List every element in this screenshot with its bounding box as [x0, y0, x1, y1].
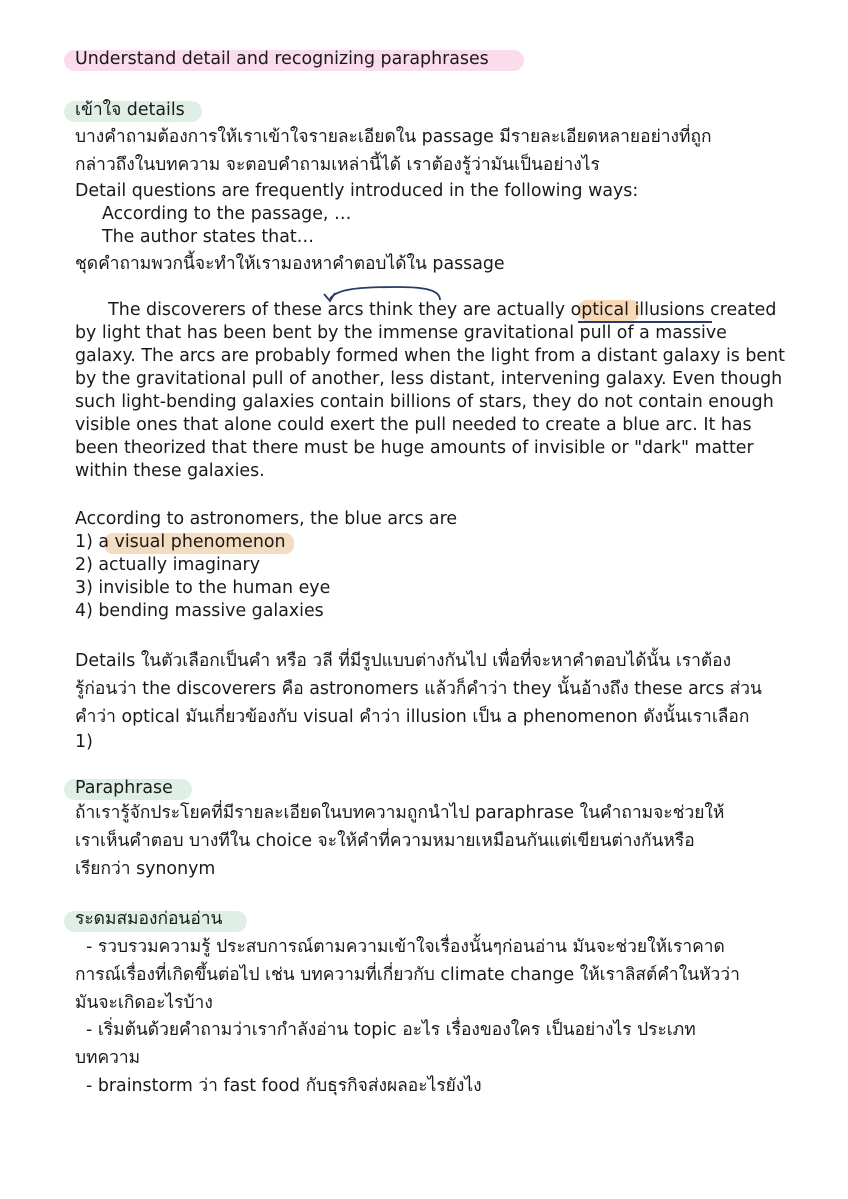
answer-option: 4) bending massive galaxies — [75, 601, 324, 621]
details-line: กล่าวถึงในบทความ จะตอบคำถามเหล่านี้ได้ เราต้องรู้ว่ามันเป็นอย่างไร — [75, 155, 600, 175]
paraphrase-line: เรียกว่า synonym — [75, 859, 216, 879]
passage-line: by the gravitational pull of another, less distant, intervening galaxy. Even though — [75, 369, 783, 389]
passage-line: by light that has been bent by the immense gravitational pull of a massive — [75, 323, 727, 343]
answer-option: 3) invisible to the human eye — [75, 578, 331, 598]
passage-line: within these galaxies. — [75, 461, 265, 481]
brainstorm-line: บทความ — [75, 1048, 141, 1068]
passage-line: such light-bending galaxies contain billions of stars, they do not contain enough — [75, 392, 774, 412]
brainstorm-line: การณ์เรื่องที่เกิดขึ้นต่อไป เช่น บทความที่เกี่ยวกับ climate change ให้เราลิสต์คำในหัวว่า — [75, 965, 740, 985]
answer-option: 2) actually imaginary — [75, 555, 260, 575]
details-example: The author states that… — [102, 227, 315, 247]
explanation-line: Details ในตัวเลือกเป็นคำ หรือ วลี ที่มีรูปแบบต่างกันไป เพื่อที่จะหาคำตอบได้นั้น เราต้อง — [75, 651, 732, 671]
page-title: Understand detail and recognizing paraphrases — [75, 49, 489, 69]
brainstorm-line: - รวบรวมความรู้ ประสบการณ์ตามความเข้าใจเรื่องนั้นๆก่อนอ่าน มันจะช่วยให้เราคาด — [75, 937, 725, 957]
brainstorm-line: มันจะเกิดอะไรบ้าง — [75, 993, 213, 1013]
brainstorm-line: - เริ่มต้นด้วยคำถามว่าเรากำลังอ่าน topic อะไร เรื่องของใคร เป็นอย่างไร ประเภท — [75, 1020, 696, 1040]
details-line: บางคำถามต้องการให้เราเข้าใจรายละเอียดใน passage มีรายละเอียดหลายอย่างที่ถูก — [75, 127, 712, 147]
passage-line: galaxy. The arcs are probably formed when the light from a distant galaxy is bent — [75, 346, 785, 366]
question-stem: According to astronomers, the blue arcs are — [75, 509, 458, 529]
answer-option: 1) a visual phenomenon — [75, 532, 286, 552]
brainstorm-line: - brainstorm ว่า fast food กับธุรกิจส่งผลอะไรยังไง — [75, 1076, 482, 1096]
passage-line: been theorized that there must be huge amounts of invisible or "dark" matter — [75, 438, 754, 458]
brainstorm-heading: ระดมสมองก่อนอ่าน — [75, 909, 223, 929]
explanation-line: รู้ก่อนว่า the discoverers คือ astronomers แล้วก็คำว่า they นั้นอ้างถึง these arcs ส่วน — [75, 679, 762, 699]
paraphrase-heading: Paraphrase — [75, 778, 173, 798]
details-heading: เข้าใจ details — [75, 100, 185, 120]
details-after: ชุดคำถามพวกนี้จะทำให้เรามองหาคำตอบได้ใน passage — [75, 254, 505, 274]
passage-line: The discoverers of these arcs think they are actually optical illusions created — [75, 300, 777, 320]
explanation-line: คำว่า optical มันเกี่ยวข้องกับ visual คำว่า illusion เป็น a phenomenon ดังนั้นเราเลือก — [75, 707, 750, 727]
explanation-line: 1) — [75, 732, 93, 752]
details-line: Detail questions are frequently introduced in the following ways: — [75, 181, 639, 201]
paraphrase-line: เราเห็นคำตอบ บางทีใน choice จะให้คำที่ความหมายเหมือนกันแต่เขียนต่างกันหรือ — [75, 831, 695, 851]
passage — [75, 299, 795, 483]
paraphrase-line: ถ้าเรารู้จักประโยคที่มีรายละเอียดในบทความถูกนำไป paraphrase ในคำถามจะช่วยให้ — [75, 803, 725, 823]
details-example: According to the passage, … — [102, 204, 352, 224]
passage-line: visible ones that alone could exert the pull needed to create a blue arc. It has — [75, 415, 752, 435]
